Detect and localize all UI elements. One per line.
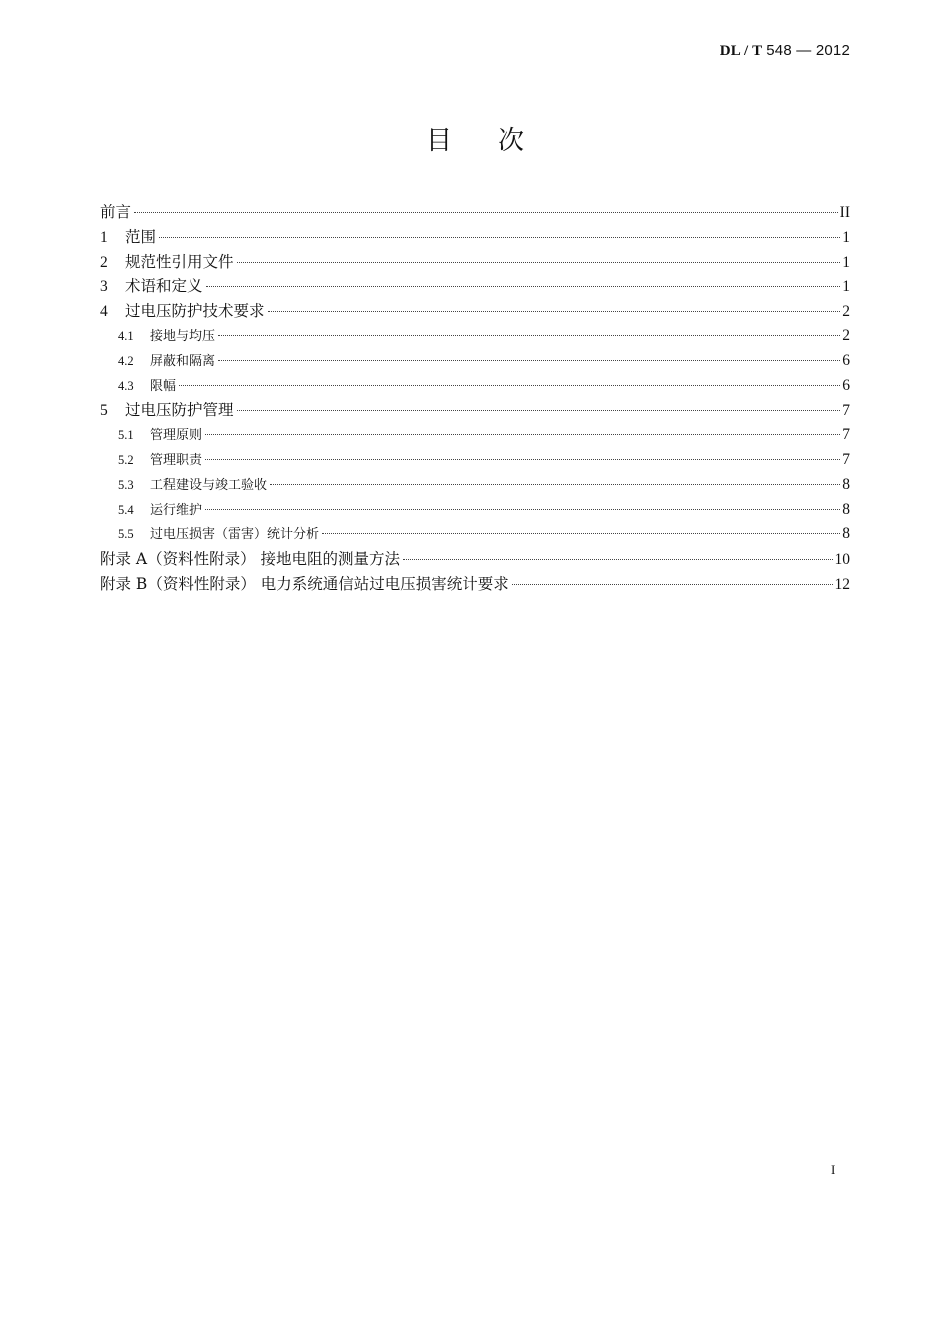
toc-entry-page: 7: [842, 450, 850, 468]
toc-entry-text: 屏蔽和隔离: [150, 353, 216, 369]
toc-entry-2[interactable]: [100, 250, 850, 275]
page-number: I: [831, 1162, 836, 1177]
toc-entry-page: II: [839, 204, 850, 221]
toc-entry-page: 12: [834, 575, 850, 593]
toc-leader: [218, 335, 840, 336]
toc-leader: [205, 459, 840, 460]
toc-entry-page: 6: [842, 351, 850, 369]
toc-entry-text: 运行维护: [150, 502, 203, 518]
toc-entry-number: 4: [100, 303, 108, 321]
toc-entry-text: 规范性引用文件: [125, 252, 234, 271]
toc-entry-text: 附录 B（资料性附录） 电力系统通信站过电压损害统计要求: [100, 574, 509, 593]
toc-entry-text: 过电压防护管理: [125, 401, 234, 420]
toc-entry-page: 8: [842, 500, 850, 518]
toc-leader: [205, 509, 840, 510]
toc-entry-5[interactable]: [100, 398, 850, 423]
toc-entry-3[interactable]: [100, 274, 850, 299]
toc-entry-text: 限幅: [150, 378, 177, 394]
toc-leader: [270, 484, 840, 485]
toc-entry-number: 2: [100, 253, 108, 271]
toc-leader: [159, 237, 840, 238]
toc-leader: [205, 434, 840, 435]
toc-entry-text: 接地与均压: [150, 328, 216, 344]
toc-entry-number: 5: [100, 402, 108, 420]
toc-leader: [237, 262, 841, 263]
toc-entry-number: 4.2: [118, 353, 134, 368]
toc-entry-page: 10: [834, 551, 850, 569]
toc-entry-page: 1: [842, 278, 850, 296]
toc-entry-text: 前言: [100, 203, 132, 221]
toc-entry-5-2[interactable]: [100, 448, 850, 473]
document-code: [720, 42, 850, 60]
toc-leader: [268, 311, 841, 312]
toc-entry-page: 1: [842, 253, 850, 271]
toc-entry-4-2[interactable]: [100, 349, 850, 374]
toc-entry-page: 8: [842, 525, 850, 543]
toc-entry-4-3[interactable]: [100, 374, 850, 399]
document-code-prefix: DL / T: [719, 43, 763, 59]
toc-entry-page: 2: [842, 326, 850, 344]
toc-entry-number: 5.3: [118, 477, 134, 492]
toc-entry-page: 8: [842, 475, 850, 493]
toc-entry-1[interactable]: [100, 225, 850, 250]
toc-entry-4[interactable]: [100, 299, 850, 324]
table-of-contents: [100, 200, 850, 597]
toc-entry-number: 5.1: [118, 428, 134, 443]
toc-entry-page: 1: [842, 228, 850, 246]
toc-entry-text: 术语和定义: [125, 277, 203, 296]
toc-entry-4-1[interactable]: [100, 324, 850, 349]
document-code-number: 548 — 2012: [766, 42, 850, 59]
toc-entry-preface[interactable]: [100, 200, 850, 225]
toc-entry-number: 5.5: [118, 527, 134, 542]
toc-entry-appendix-a[interactable]: [100, 547, 850, 572]
toc-leader: [322, 533, 840, 534]
toc-entry-number: 4.1: [118, 328, 134, 343]
toc-leader: [403, 559, 832, 560]
toc-title: 目次: [425, 126, 570, 156]
toc-entry-5-1[interactable]: [100, 423, 850, 448]
toc-leader: [206, 286, 841, 287]
toc-leader: [512, 584, 833, 585]
toc-entry-page: 6: [842, 376, 850, 394]
toc-entry-number: 5.4: [118, 502, 134, 517]
toc-entry-text: 工程建设与竣工验收: [150, 477, 268, 493]
toc-entry-text: 管理原则: [150, 428, 203, 444]
toc-entry-5-5[interactable]: [100, 522, 850, 547]
toc-entry-number: 1: [100, 228, 108, 246]
toc-leader: [179, 385, 840, 386]
toc-entry-page: 2: [842, 303, 850, 321]
toc-entry-text: 过电压防护技术要求: [125, 302, 265, 321]
toc-entry-5-3[interactable]: [100, 473, 850, 498]
toc-leader: [218, 360, 840, 361]
toc-entry-text: 范围: [125, 227, 157, 246]
toc-entry-text: 附录 A（资料性附录） 接地电阻的测量方法: [100, 550, 401, 569]
toc-entry-appendix-b[interactable]: [100, 572, 850, 597]
toc-entry-number: 5.2: [118, 452, 134, 467]
toc-entry-page: 7: [842, 402, 850, 420]
toc-entry-text: 过电压损害（雷害）统计分析: [150, 527, 320, 543]
toc-entry-number: 4.3: [118, 378, 134, 393]
toc-entry-number: 3: [100, 278, 108, 296]
toc-leader: [237, 410, 841, 411]
toc-leader: [134, 212, 838, 213]
toc-entry-5-4[interactable]: [100, 498, 850, 523]
toc-entry-text: 管理职责: [150, 452, 203, 468]
toc-entry-page: 7: [842, 426, 850, 444]
